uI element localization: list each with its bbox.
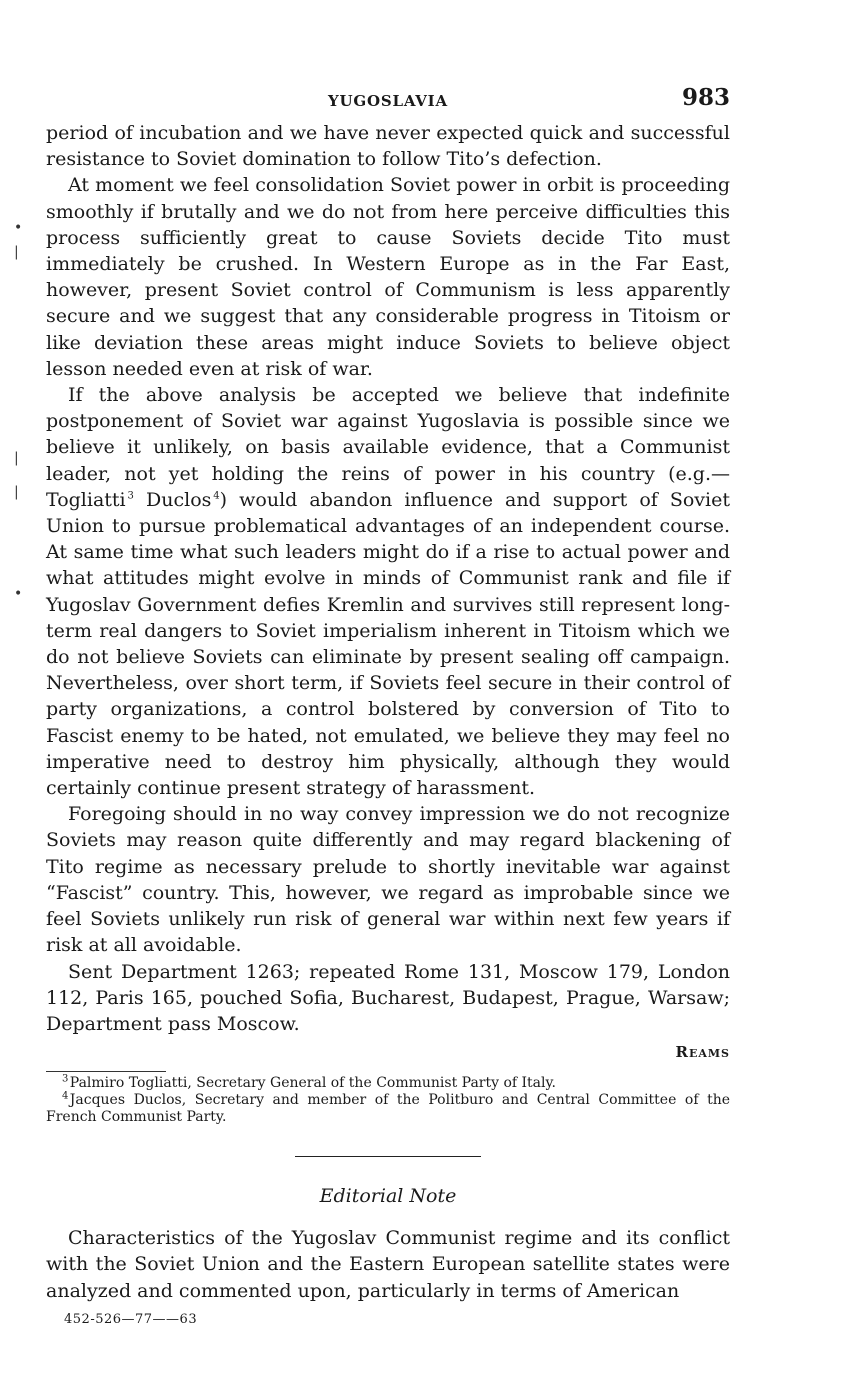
footnotes — [46, 1075, 730, 1126]
footnote-marker: 3 — [62, 1073, 69, 1085]
paragraph-continuation: period of incubation and we have never expected quick and successful resistance to Soviet domination to follow Tito’s defection. — [46, 122, 730, 171]
footnote-divider — [46, 1071, 166, 1072]
footnote-text: Jacques Duclos, Secretary and member of the Politburo and Central Committee of the French Communist Party. — [46, 1092, 730, 1126]
body-text — [46, 120, 730, 1037]
footnote-text: Palmiro Togliatti, Secretary General of the Communist Party of Italy. — [69, 1075, 557, 1092]
paragraph-foregoing: Foregoing should in no way convey impression we do not recognize Soviets may reason quite differently and may regard blackening of Tito regime as necessary prelude to shortly inevitable war against “Fascist” country. This, however, we regard as improbable since we feel Soviets unlikely run risk of general war within next few years if risk at all avoidable. — [46, 803, 730, 957]
editorial-note — [46, 1225, 730, 1304]
document-page — [46, 80, 730, 1327]
margin-mark: • — [14, 220, 23, 236]
footnote-marker: 4 — [62, 1090, 69, 1102]
margin-mark: | — [14, 244, 19, 260]
page-number: 983 — [681, 84, 730, 111]
footnote-3 — [46, 1075, 730, 1092]
paragraph-analysis-part-1: If the above analysis be accepted we believe that indefinite postponement of Soviet war against Yugoslavia is possible since we believe it unlikely, on basis available evidence, that a Communist leader, not yet holding the reins of power in his country (e.g.—Togliatti — [46, 384, 730, 511]
editorial-note-title: Editorial Note — [319, 1185, 457, 1208]
footnote-4 — [46, 1092, 730, 1126]
paragraph-distribution: Sent Department 1263; repeated Rome 131, Moscow 179, London 112, Paris 165, pouched Sofia, Bucharest, Budapest, Prague, Warsaw; Department pass Moscow. — [46, 960, 730, 1035]
margin-mark: | — [14, 484, 19, 500]
paragraph-consolidation: At moment we feel consolidation Soviet power in orbit is proceeding smoothly if brutally and we do not from here perceive difficulties this process sufficiently great to cause Soviets decide Tito must immediately be crushed. In Western Europe as in the Far East, however, present Soviet control of Communism is less apparently secure and we suggest that any considerable progress in Titoism or like deviation these areas might induce Soviets to believe object lesson needed even at risk of war. — [46, 174, 730, 380]
paragraph-analysis — [46, 382, 730, 801]
footnote-ref-4: 4 — [213, 490, 220, 502]
paragraph-analysis-part-2: Duclos — [146, 488, 212, 511]
section-divider — [295, 1156, 481, 1157]
print-code: 452-526—77——63 — [64, 1311, 198, 1327]
paragraph-analysis-part-3: ) would abandon influence and support of Soviet Union to pursue problematical advantages of an independent course. At same time what such leaders might do if a rise to actual power and what attitudes might evolve in minds of Communist rank and file if Yugoslav Government defies Kremlin and survives still represent long-term real dangers to Soviet imperialism inherent in Titoism which we do not believe Soviets can eliminate by present sealing off campaign. Nevertheless, over short term, if Soviets feel secure in their control of party organizations, a control bolstered by conversion of Tito to Fascist enemy to be hated, not emulated, we believe they may feel no imperative need to destroy him physically, although they would certainly continue present strategy of harassment. — [46, 488, 730, 800]
editorial-note-text: Characteristics of the Yugoslav Communist regime and its conflict with the Soviet Union and the Eastern European satellite states were analyzed and commented upon, particularly in terms of American — [46, 1227, 730, 1302]
running-title: YUGOSLAVIA — [328, 92, 448, 110]
signature: Reams — [675, 1043, 730, 1062]
margin-mark: • — [14, 586, 23, 602]
running-head — [46, 80, 730, 120]
footnote-ref-3: 3 — [127, 490, 134, 502]
margin-mark: | — [14, 450, 19, 466]
